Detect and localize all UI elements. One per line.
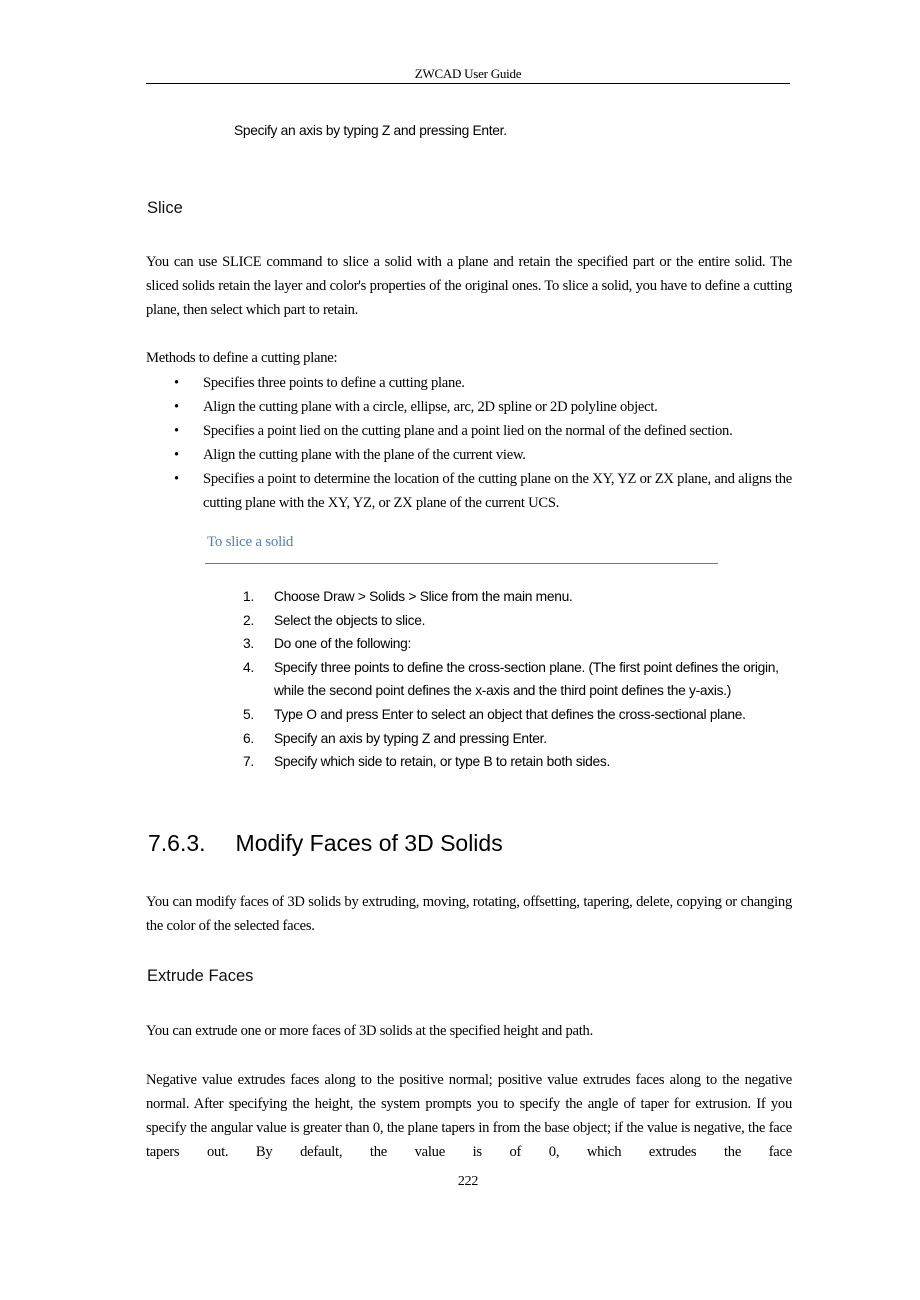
step-text: Do one of the following: xyxy=(274,636,411,652)
step-item xyxy=(243,750,793,774)
procedure-title: To slice a solid xyxy=(207,534,294,550)
step-text: Type O and press Enter to select an object that defines the cross-sectional plane. xyxy=(274,706,746,722)
methods-label: Methods to define a cutting plane: xyxy=(146,350,338,366)
list-item-text: Specifies three points to define a cutting plane. xyxy=(203,375,465,391)
list-item-text: Align the cutting plane with a circle, ellipse, arc, 2D spline or 2D polyline object. xyxy=(203,399,658,415)
continued-step-text: Specify an axis by typing Z and pressing Enter. xyxy=(234,123,507,138)
section-title: Modify Faces of 3D Solids xyxy=(235,830,503,856)
step-number: 1. xyxy=(243,589,254,604)
page-number: 222 xyxy=(457,1174,479,1189)
step-number: 3. xyxy=(243,636,254,652)
list-item xyxy=(146,371,792,395)
step-item xyxy=(243,727,793,751)
slice-intro-paragraph: You can use SLICE command to slice a solid with a plane and retain the specified part or the entire solid. The sliced solids retain the layer and color's properties of the original ones. To slice a solid, you have to define a cutting plane, then select which part to retain. xyxy=(146,254,792,318)
step-number: 4. xyxy=(243,659,254,675)
extrude-heading: Extrude Faces xyxy=(147,967,254,985)
list-item xyxy=(146,467,792,515)
procedure-rule xyxy=(205,563,718,564)
step-item xyxy=(243,632,793,656)
step-item xyxy=(243,609,793,633)
list-item-text: Specifies a point to determine the location of the cutting plane on the XY, YZ or ZX plane, and aligns the cutting plane with the XY, YZ, or ZX plane of the current UCS. xyxy=(203,471,792,511)
step-number: 2. xyxy=(243,612,254,628)
bullet-icon: • xyxy=(174,471,179,487)
step-item xyxy=(243,703,793,727)
extrude-paragraph-2: Negative value extrudes faces along to the positive normal; positive value extrudes faces along to the negative normal. After specifying the height, the system prompts you to specify the angle of taper for extrusion. If you specify the angular value is greater than 0, the plane tapers in from the base object; if the value is negative, the face tapers out. By default, the value is of 0, which extrudes the face xyxy=(146,1072,792,1160)
list-item xyxy=(146,443,792,467)
step-item xyxy=(243,656,793,703)
step-item xyxy=(243,585,793,609)
header-rule xyxy=(146,83,790,84)
step-text: Specify which side to retain, or type B to retain both sides. xyxy=(274,754,611,770)
step-text: Choose Draw > Solids > Slice from the main menu. xyxy=(274,589,573,604)
bullet-icon: • xyxy=(174,399,179,415)
slice-heading: Slice xyxy=(147,199,183,217)
step-text: Specify three points to define the cross-section plane. (The first point defines the origin, while the second point defines the x-axis and the third point defines the y-axis.) xyxy=(274,659,779,699)
step-number: 7. xyxy=(243,754,254,770)
list-item-text: Align the cutting plane with the plane of the current view. xyxy=(203,447,526,463)
bullet-icon: • xyxy=(174,447,179,463)
list-item-text: Specifies a point lied on the cutting plane and a point lied on the normal of the defined section. xyxy=(203,423,733,439)
step-number: 5. xyxy=(243,706,254,722)
step-text: Specify an axis by typing Z and pressing Enter. xyxy=(274,730,547,746)
step-text: Select the objects to slice. xyxy=(274,612,426,628)
step-number: 6. xyxy=(243,730,254,746)
section-intro-paragraph: You can modify faces of 3D solids by extruding, moving, rotating, offsetting, tapering, delete, copying or changing the color of the selected faces. xyxy=(146,894,792,934)
list-item xyxy=(146,395,792,419)
running-header: ZWCAD User Guide xyxy=(414,66,522,81)
section-number: 7.6.3. xyxy=(148,830,206,856)
procedure-steps xyxy=(243,585,793,774)
bullet-icon: • xyxy=(174,423,179,439)
list-item xyxy=(146,419,792,443)
bullet-icon: • xyxy=(174,375,179,391)
section-heading xyxy=(148,830,503,857)
methods-list xyxy=(146,371,792,515)
extrude-paragraph-1: You can extrude one or more faces of 3D solids at the specified height and path. xyxy=(146,1023,594,1039)
